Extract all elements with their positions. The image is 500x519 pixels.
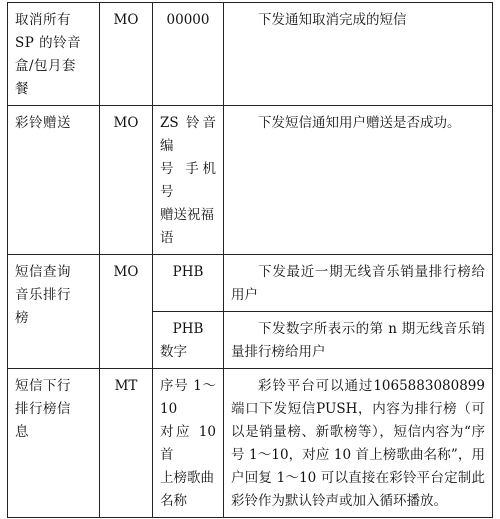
function-name-line: 餐 [15,81,29,97]
description-cell: 下发最近一期无线音乐销量排行榜给用户 [224,255,493,312]
table-row [8,106,493,255]
command-code-line: 语 [160,230,174,246]
command-code-line: 上榜歌曲 [160,470,214,486]
table-row [8,369,493,518]
message-type-cell: MO [100,255,153,369]
command-code-line: 对应 10 首 [160,424,216,463]
function-cell [8,255,100,369]
message-type-cell: MT [100,369,153,518]
function-name-line: 盒/包月套 [15,58,77,74]
function-name-line: 榜 [15,310,29,326]
function-cell [8,3,100,106]
document-page [7,2,493,518]
function-name-line: 取消所有 [15,12,71,28]
description-cell: 下发数字所表示的第 n 期无线音乐销量排行榜给用户 [224,312,493,369]
command-code-line: ZS 铃音编 [160,115,216,154]
command-code-cell [153,369,224,518]
description-cell: 下发短信通知用户赠送是否成功。 [224,106,493,255]
command-code-line: 数字 [160,344,187,360]
function-name-line: 排行榜信 [15,401,71,417]
table-row [8,255,493,312]
command-code-cell [153,3,224,106]
function-cell [8,369,100,518]
description-cell: 下发通知取消完成的短信 [224,3,493,106]
command-code-line: 赠送祝福 [160,207,214,223]
command-code-cell [153,312,224,369]
function-name-line: 息 [15,424,29,440]
command-code-cell [153,255,224,312]
message-type-cell: MO [100,3,153,106]
command-code-line: 号 手机号 [160,161,216,200]
function-name-line: 短信下行 [15,378,71,394]
table-row [8,3,493,106]
command-code-line: 00000 [166,12,210,28]
command-code-line: 序号 1～10 [160,378,216,417]
message-type-cell: MO [100,106,153,255]
function-cell [8,106,100,255]
command-code-line: PHB [172,321,204,337]
function-name-line: 彩铃赠送 [15,115,71,131]
function-name-line: 音乐排行 [15,287,71,303]
description-cell: 彩铃平台可以通过1065883080899 端口下发短信PUSH，内容为排行榜（可以是销量榜、新歌榜等），短信内容为“序号 1～10，对应 10 首上榜歌曲名称”，用户回复 1～10 可以直接在彩铃平台定制此彩铃作为默认铃声或加入循环播放。 [224,369,493,518]
function-name-line: 短信查询 [15,264,71,280]
function-name-line: SP 的铃音 [15,35,82,51]
command-code-cell [153,106,224,255]
command-code-line: PHB [172,264,204,280]
sms-command-table [7,2,493,518]
command-code-line: 名称 [160,493,187,509]
